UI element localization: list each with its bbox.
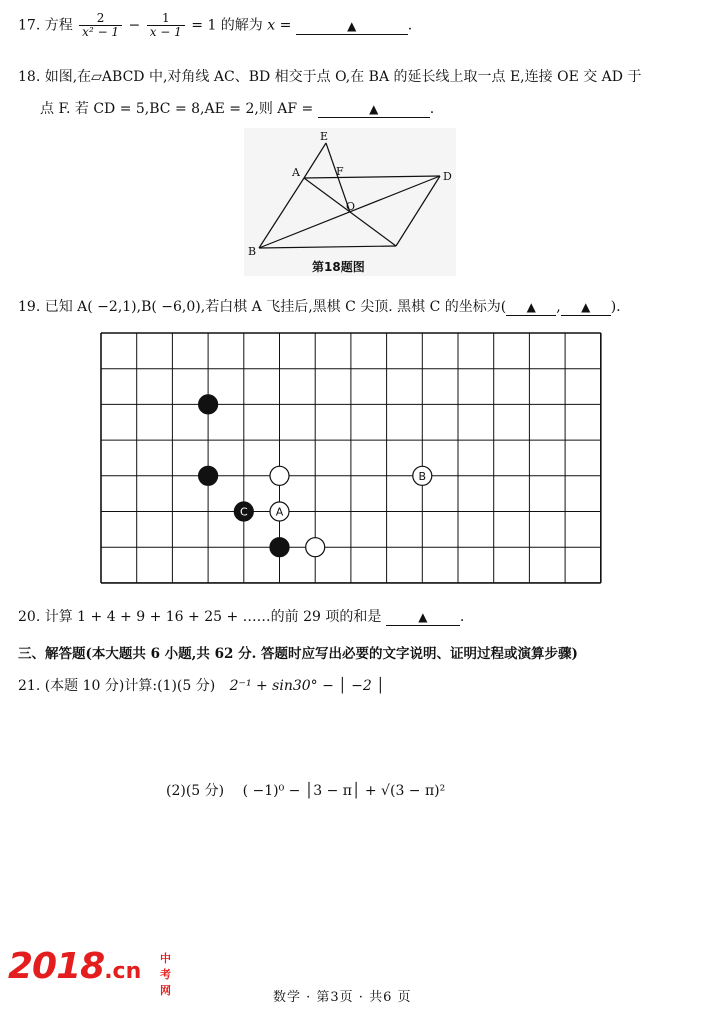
q17-number: 17. [18, 17, 41, 34]
q18-line-1: 18. 如图,在▱ABCD 中,对角线 AC、BD 相交于点 O,在 BA 的延长线上取一点 E,连接 OE 交 AD 于 [18, 69, 642, 85]
logo-2018: 2018 [8, 946, 105, 987]
segment-AE [304, 143, 326, 178]
triangle-icon: ▲ [418, 610, 428, 624]
go-stone-b [413, 466, 432, 485]
q20-end: . [459, 609, 465, 625]
q18-line-2 [40, 98, 434, 118]
stone-label: B [418, 469, 427, 483]
q21-part2-label: (2)(5 分) [166, 783, 225, 799]
q19-answer-blank-y[interactable] [561, 299, 611, 316]
go-stone-a [270, 502, 289, 521]
q17-minus: − [128, 17, 141, 34]
q17-frac2-numerator: 1 [147, 12, 185, 26]
q19-text: 19. 已知 A( −2,1),B( −6,0),若白棋 A 飞挂后,黑棋 C 尖顶. 黑棋 C 的坐标为( [18, 299, 507, 315]
label-E: E [320, 130, 329, 143]
q18-answer-blank[interactable] [318, 101, 430, 118]
go-stone-black [199, 395, 218, 414]
go-board-grid [100, 332, 602, 584]
stone-label: C [239, 505, 248, 519]
triangle-icon: ▲ [369, 102, 379, 116]
site-logo [8, 946, 171, 997]
q17-fraction-2 [147, 12, 185, 39]
q17-variable: x = [267, 17, 292, 34]
q19-answer-blank-x[interactable] [506, 299, 556, 316]
question-21 [18, 675, 385, 695]
segment-DC [396, 176, 440, 246]
logo-cn: .cn [104, 959, 142, 984]
q17-frac1-numerator: 2 [79, 12, 122, 26]
go-stone-white [306, 538, 325, 557]
q20-answer-blank[interactable] [386, 609, 460, 626]
triangle-icon: ▲ [526, 300, 536, 314]
page-footer: 数学 · 第3页 · 共6 页 [273, 990, 412, 1005]
stone-label: A [275, 505, 284, 519]
question-21-part-2 [166, 780, 445, 800]
q18-caption: 第18题图 [312, 260, 365, 274]
q20-text: 20. 计算 1 + 4 + 9 + 16 + 25 + ……的前 29 项的和是 [18, 609, 382, 625]
label-A: A [292, 166, 300, 179]
q19-end: ). [610, 299, 621, 315]
q21-expression-2: ( −1)⁰ − │3 − π│ + √(3 − π)² [242, 783, 446, 799]
section-3-title: 三、解答题(本大题共 6 小题,共 62 分. 答题时应写出必要的文字说明、证明过程或演算步骤) [18, 646, 578, 662]
segment-BA [259, 178, 304, 248]
go-stone-black [199, 466, 218, 485]
label-O: O [346, 200, 356, 213]
segment-BC [259, 246, 396, 248]
question-19 [18, 296, 621, 316]
go-board [100, 332, 602, 588]
q21-expression-1: 2⁻¹ + sin30° − │ −2 │ [229, 678, 385, 694]
q17-frac2-denominator: x − 1 [149, 25, 182, 39]
segment-AD [304, 176, 440, 178]
q21-text: 21. (本题 10 分)计算:(1)(5 分) [18, 678, 216, 694]
label-B: B [248, 245, 257, 258]
label-F: F [336, 165, 344, 178]
triangle-icon: ▲ [347, 18, 357, 33]
q17-end: . [407, 17, 413, 34]
triangle-icon: ▲ [581, 300, 591, 314]
parallelogram-diagram [244, 128, 456, 276]
go-stone-black [270, 538, 289, 557]
q18-figure [244, 128, 456, 276]
logo-zhongkaowang: 中考网 [160, 952, 171, 997]
q17-frac1-denominator: x² − 1 [82, 25, 120, 39]
q19-comma: , [556, 299, 561, 315]
question-20 [18, 606, 464, 626]
q17-text: 方程 [44, 17, 73, 34]
question-17 [18, 12, 412, 39]
q17-text-after: = 1 的解为 [191, 17, 263, 34]
q18-text: 点 F. 若 CD = 5,BC = 8,AE = 2,则 AF = [40, 101, 314, 117]
go-stone-c [234, 502, 253, 521]
q18-end: . [429, 101, 435, 117]
go-stone-white [270, 466, 289, 485]
label-D: D [443, 170, 452, 183]
q17-fraction-1 [79, 12, 122, 39]
q17-answer-blank[interactable] [296, 18, 408, 35]
